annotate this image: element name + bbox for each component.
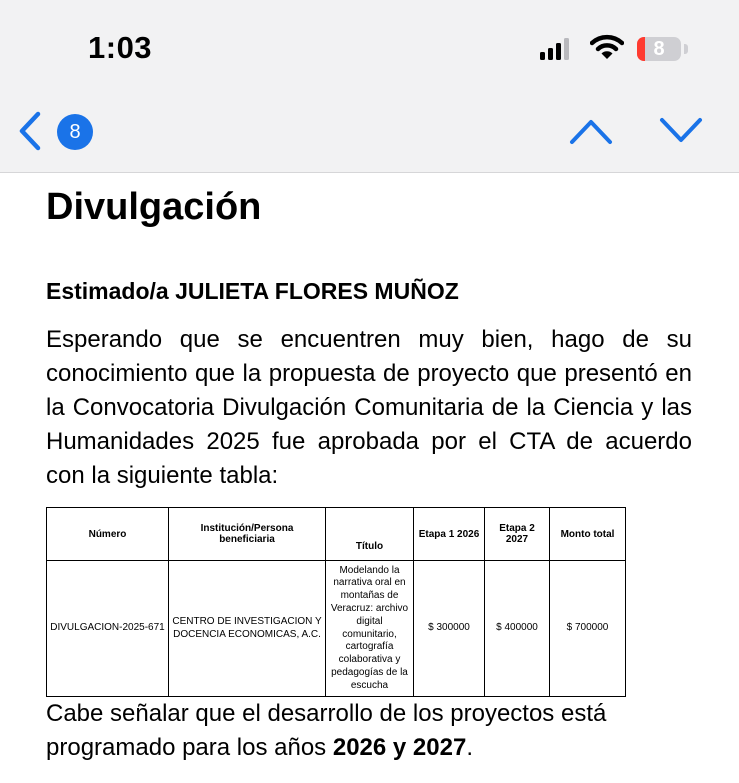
- back-chevron-icon[interactable]: [12, 108, 48, 156]
- approval-table: [46, 507, 626, 697]
- cell-etapa1: $ 300000: [414, 561, 485, 697]
- cell-titulo: Modelando la narrativa oral en montañas de Veracruz: archivo digital comunitario, cartografía colaborativa y pedagogías de la escucha: [326, 561, 414, 697]
- status-time: 1:03: [88, 30, 153, 65]
- closing-text: Cabe señalar que el desarrollo de los proyectos está programado para los años: [46, 700, 607, 761]
- email-title: Divulgación: [46, 186, 262, 228]
- cell-institucion: CENTRO DE INVESTIGACION Y DOCENCIA ECONOMICAS, A.C.: [169, 561, 326, 697]
- header-etapa2: Etapa 2 2027: [485, 508, 550, 561]
- header-etapa1: Etapa 1 2026: [414, 508, 485, 561]
- cell-numero: DIVULGACION-2025-671: [47, 561, 169, 697]
- table-header-row: [47, 508, 626, 561]
- previous-message-icon[interactable]: [568, 112, 614, 148]
- battery-icon: [637, 37, 681, 61]
- intro-paragraph: Esperando que se encuentren muy bien, hago de su conocimiento que la propuesta de proyecto que presentó en la Convocatoria Divulgación Comunitaria de la Ciencia y las Humanidades 2025 fue aprobada por el CTA de acuerdo con la siguiente tabla:: [46, 326, 692, 489]
- wifi-icon: [590, 34, 624, 60]
- header-institucion: Institución/Persona beneficiaria: [169, 508, 326, 561]
- header-titulo: Título: [326, 508, 414, 561]
- cell-monto: $ 700000: [550, 561, 626, 697]
- table-row: [47, 561, 626, 697]
- battery-level: 8: [653, 38, 665, 60]
- closing-paragraph: [46, 697, 692, 765]
- greeting: Estimado/a JULIETA FLORES MUÑOZ: [46, 278, 459, 304]
- closing-period: .: [466, 734, 473, 761]
- next-message-icon[interactable]: [658, 112, 704, 148]
- battery-cap: [684, 44, 688, 54]
- message-count-badge[interactable]: 8: [57, 114, 93, 150]
- cellular-signal-icon: [540, 38, 572, 60]
- header-monto: Monto total: [550, 508, 626, 561]
- cell-etapa2: $ 400000: [485, 561, 550, 697]
- navigation-header: [0, 0, 739, 173]
- closing-years: 2026 y 2027: [332, 734, 467, 761]
- header-numero: Número: [47, 508, 169, 561]
